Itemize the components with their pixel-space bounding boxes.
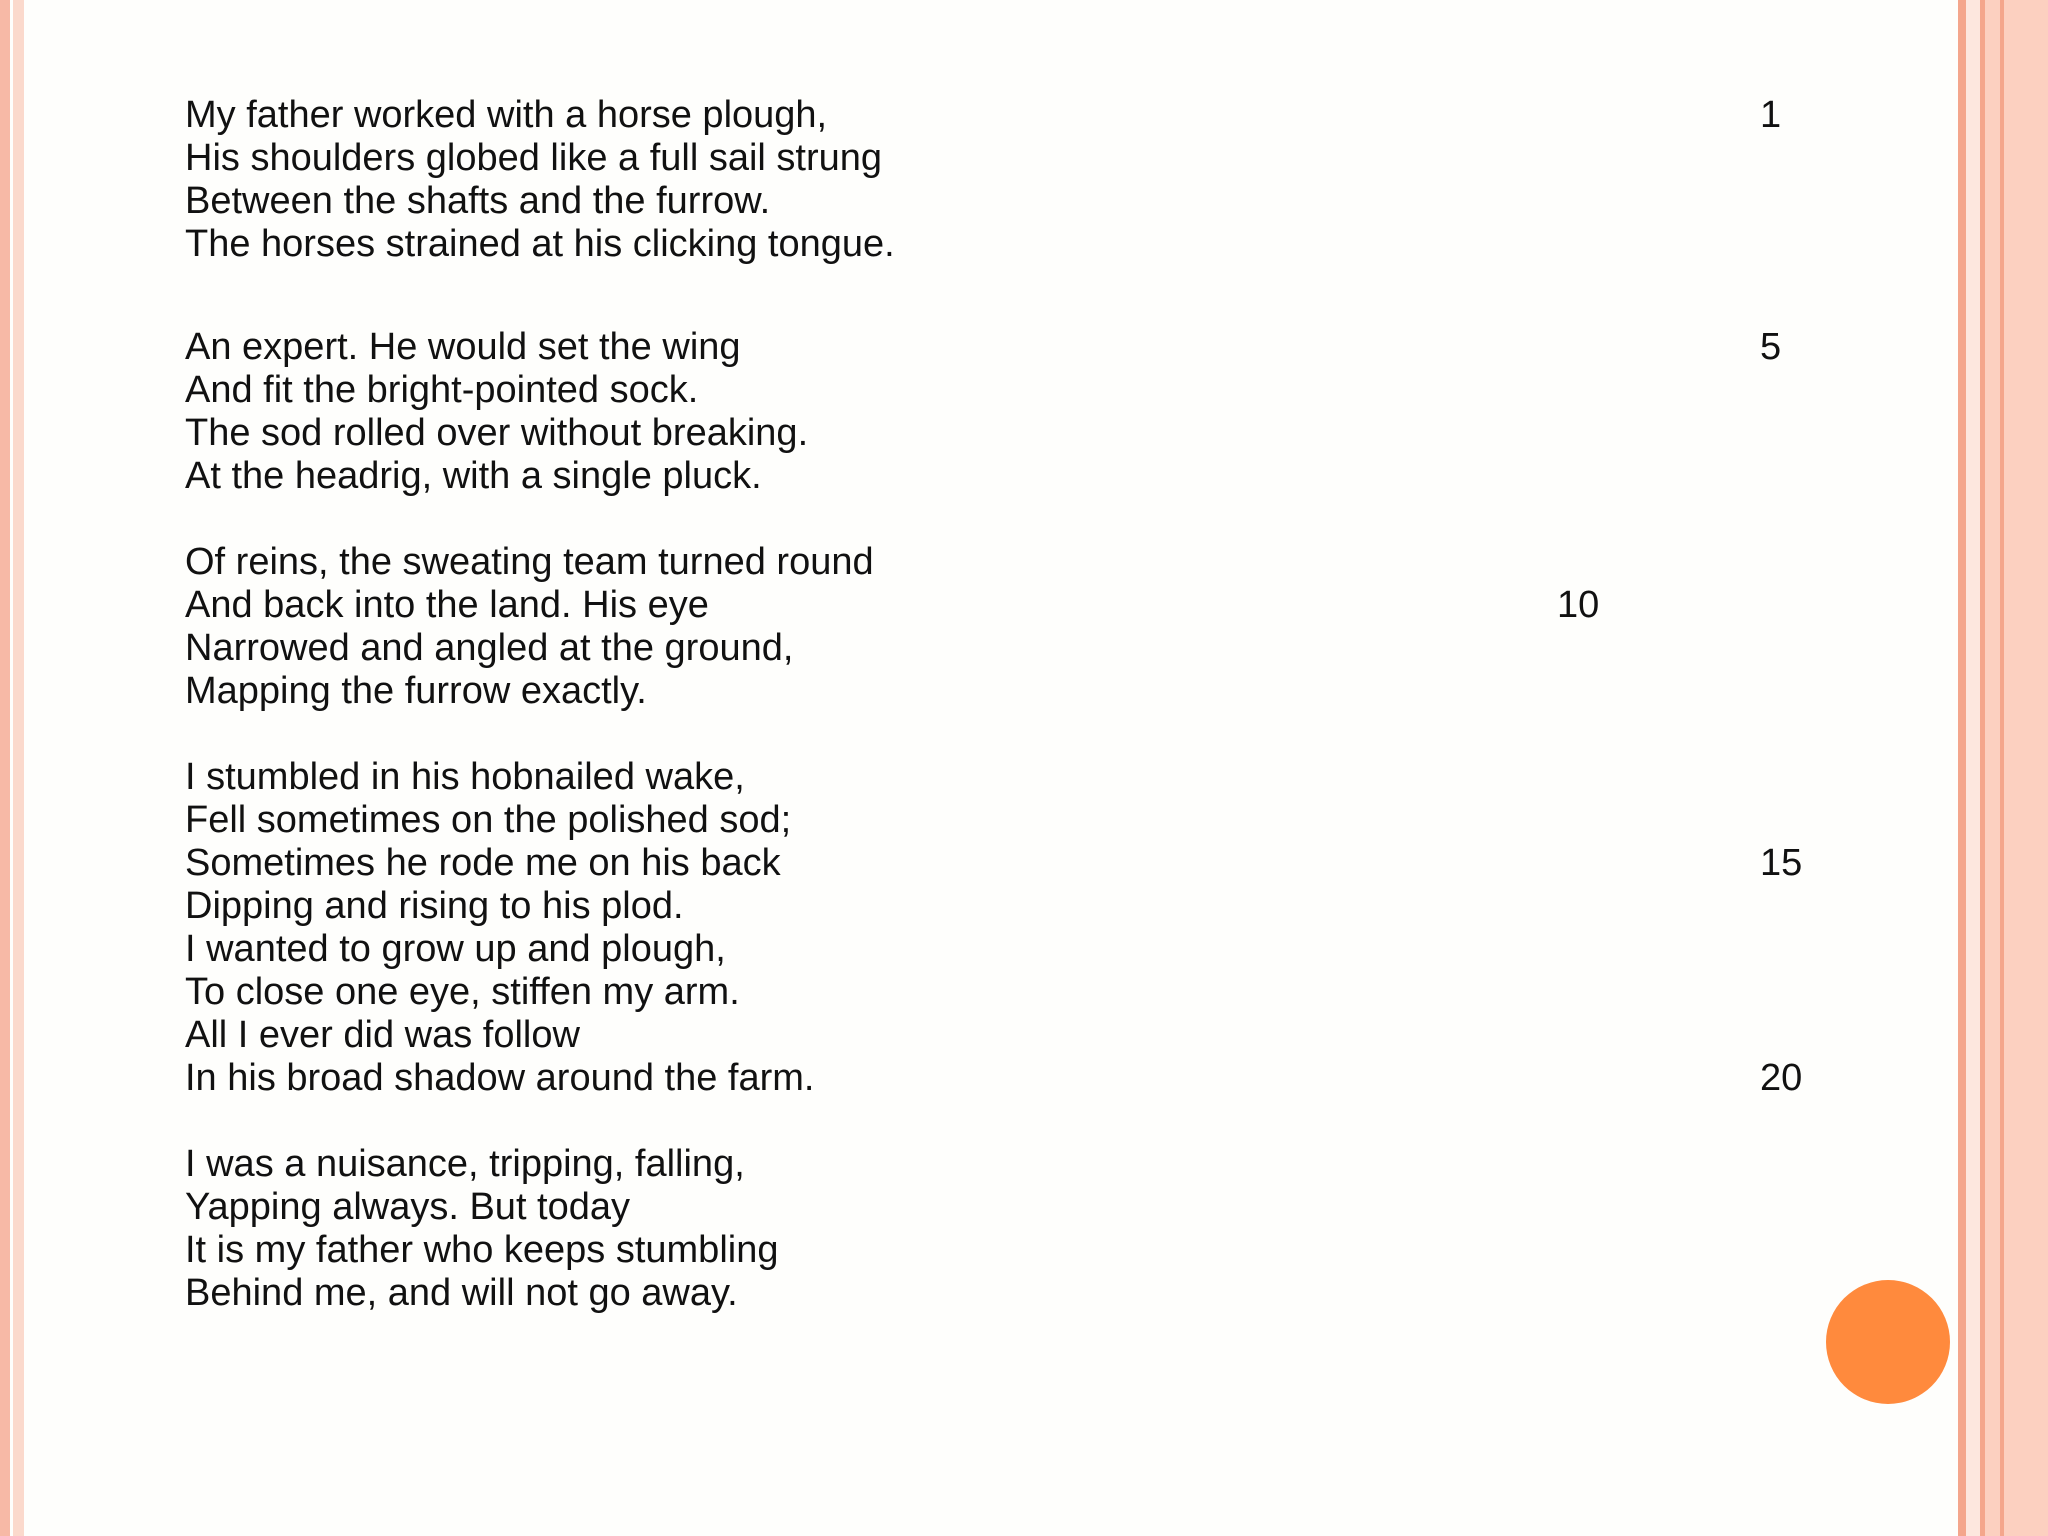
right-border-gap — [1966, 0, 1980, 1536]
poem-line: Behind me, and will not go away. — [185, 1272, 738, 1314]
left-border-stripe — [0, 0, 10, 1536]
poem-line: In his broad shadow around the farm. — [185, 1057, 815, 1099]
line-number: 20 — [1760, 1057, 1803, 1099]
poem-line: Fell sometimes on the polished sod; — [185, 799, 792, 841]
line-number: 1 — [1760, 94, 1782, 136]
line-number: 15 — [1760, 842, 1803, 884]
poem-line: Between the shafts and the furrow. — [185, 180, 771, 222]
line-number: 5 — [1760, 326, 1782, 368]
poem-line: At the headrig, with a single pluck. — [185, 455, 762, 497]
left-border-stripe-inner — [13, 0, 24, 1536]
poem-line: Dipping and rising to his plod. — [185, 885, 684, 927]
right-border-line — [2000, 0, 2004, 1536]
poem-line: Narrowed and angled at the ground, — [185, 627, 794, 669]
poem-line: It is my father who keeps stumbling — [185, 1229, 779, 1271]
poem-line: An expert. He would set the wing — [185, 326, 741, 368]
right-border-line — [1980, 0, 1985, 1536]
poem-line: I was a nuisance, tripping, falling, — [185, 1143, 745, 1185]
line-number: 10 — [1557, 584, 1600, 626]
poem-line: All I ever did was follow — [185, 1014, 580, 1056]
poem-line: Of reins, the sweating team turned round — [185, 541, 874, 583]
poem-line: The sod rolled over without breaking. — [185, 412, 809, 454]
poem-line: To close one eye, stiffen my arm. — [185, 971, 740, 1013]
poem-line: Mapping the furrow exactly. — [185, 670, 647, 712]
poem-line: Yapping always. But today — [185, 1186, 631, 1228]
poem-line: I stumbled in his hobnailed wake, — [185, 756, 745, 798]
poem-line: And fit the bright-pointed sock. — [185, 369, 699, 411]
poem-line: I wanted to grow up and plough, — [185, 928, 726, 970]
poem-line: Sometimes he rode me on his back — [185, 842, 781, 884]
poem-line: And back into the land. His eye — [185, 584, 709, 626]
orange-circle-decoration — [1826, 1280, 1950, 1404]
poem-line: His shoulders globed like a full sail strung — [185, 137, 883, 179]
poem-line: The horses strained at his clicking tongue. — [185, 223, 895, 265]
poem-line: My father worked with a horse plough, — [185, 94, 828, 136]
right-border-line — [1958, 0, 1966, 1536]
